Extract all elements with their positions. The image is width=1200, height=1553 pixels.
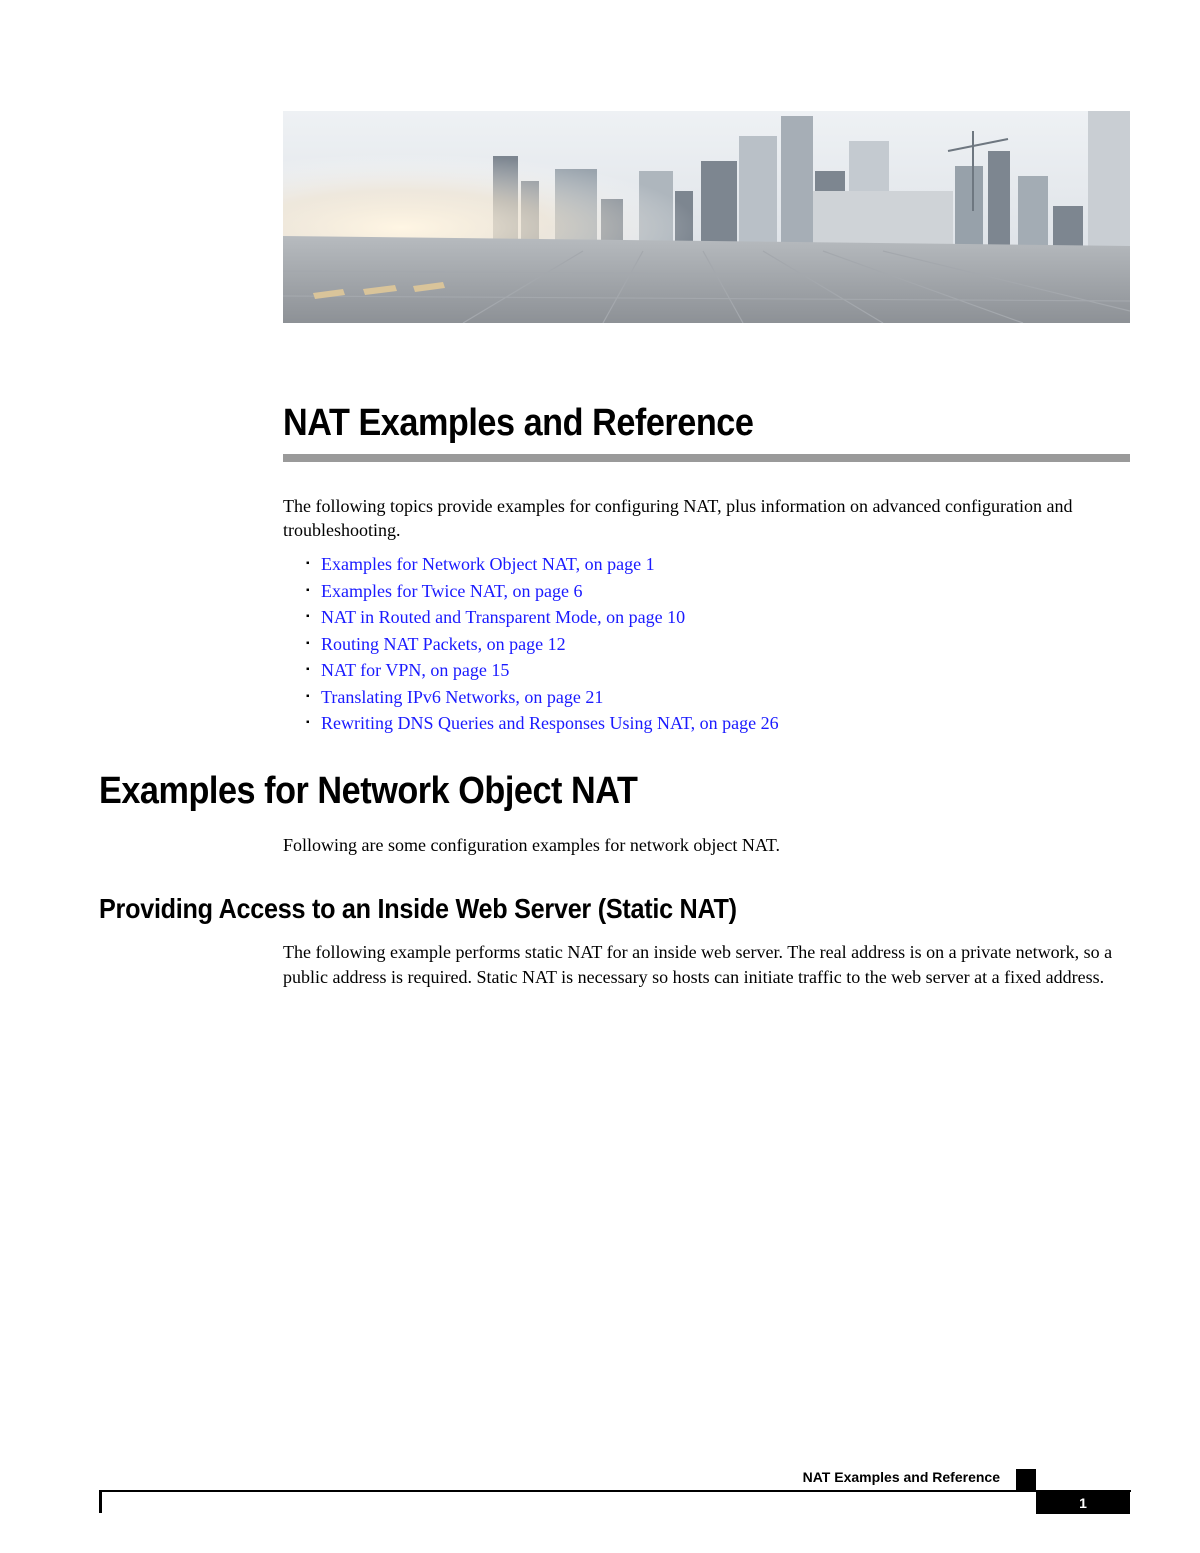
- chapter-title: NAT Examples and Reference: [283, 402, 754, 444]
- topic-list-item: [306, 631, 779, 658]
- topic-link-translating-ipv6[interactable]: Translating IPv6 Networks, on page 21: [321, 686, 604, 707]
- header-banner-image: [283, 111, 1130, 323]
- footer-marker: [1016, 1469, 1036, 1491]
- footer-tick: [99, 1490, 102, 1513]
- title-rule: [283, 454, 1130, 462]
- topic-link-network-object-nat[interactable]: Examples for Network Object NAT, on page 1: [321, 554, 655, 574]
- topic-link-nat-for-vpn[interactable]: NAT for VPN, on page 15: [321, 660, 510, 680]
- topic-link-routing-nat-packets[interactable]: Routing NAT Packets, on page 12: [321, 633, 566, 654]
- topic-link-routed-transparent-mode[interactable]: NAT in Routed and Transparent Mode, on page 10: [321, 607, 686, 627]
- bullet-icon: ▪: [306, 717, 310, 728]
- page-number: 1: [1036, 1492, 1130, 1514]
- city-skyline-photo: [283, 111, 1130, 323]
- subsection-heading: Providing Access to an Inside Web Server (Static NAT): [99, 893, 737, 924]
- topic-list-item: [306, 710, 779, 737]
- chapter-intro: The following topics provide examples for configuring NAT, plus information on advanced configuration and troubleshooting.: [283, 496, 1073, 540]
- topic-list-item: [306, 551, 779, 578]
- footer-title: NAT Examples and Reference: [802, 1469, 1000, 1485]
- bullet-icon: ▪: [306, 637, 310, 649]
- section-intro: Following are some configuration examples for network object NAT.: [283, 835, 781, 855]
- bullet-icon: ▪: [306, 664, 310, 675]
- subsection-body: The following example performs static NAT for an inside web server. The real address is on a private network, so a public address is required. Static NAT is necessary so hosts can initiate traffic to the web server at a fixed address.: [283, 942, 1113, 987]
- bullet-icon: ▪: [306, 611, 310, 622]
- topic-link-twice-nat[interactable]: Examples for Twice NAT, on page 6: [321, 580, 583, 601]
- bullet-icon: ▪: [306, 690, 310, 702]
- topic-list: [306, 551, 779, 737]
- topic-list-item: [306, 578, 779, 605]
- bullet-icon: ▪: [306, 584, 310, 596]
- topic-link-rewriting-dns[interactable]: Rewriting DNS Queries and Responses Using NAT, on page 26: [321, 713, 779, 733]
- section-heading: Examples for Network Object NAT: [99, 770, 638, 812]
- footer-rule: [99, 1490, 1131, 1492]
- topic-list-item: [306, 604, 779, 631]
- topic-list-item: [306, 684, 779, 711]
- bullet-icon: ▪: [306, 558, 310, 569]
- topic-list-item: [306, 657, 779, 684]
